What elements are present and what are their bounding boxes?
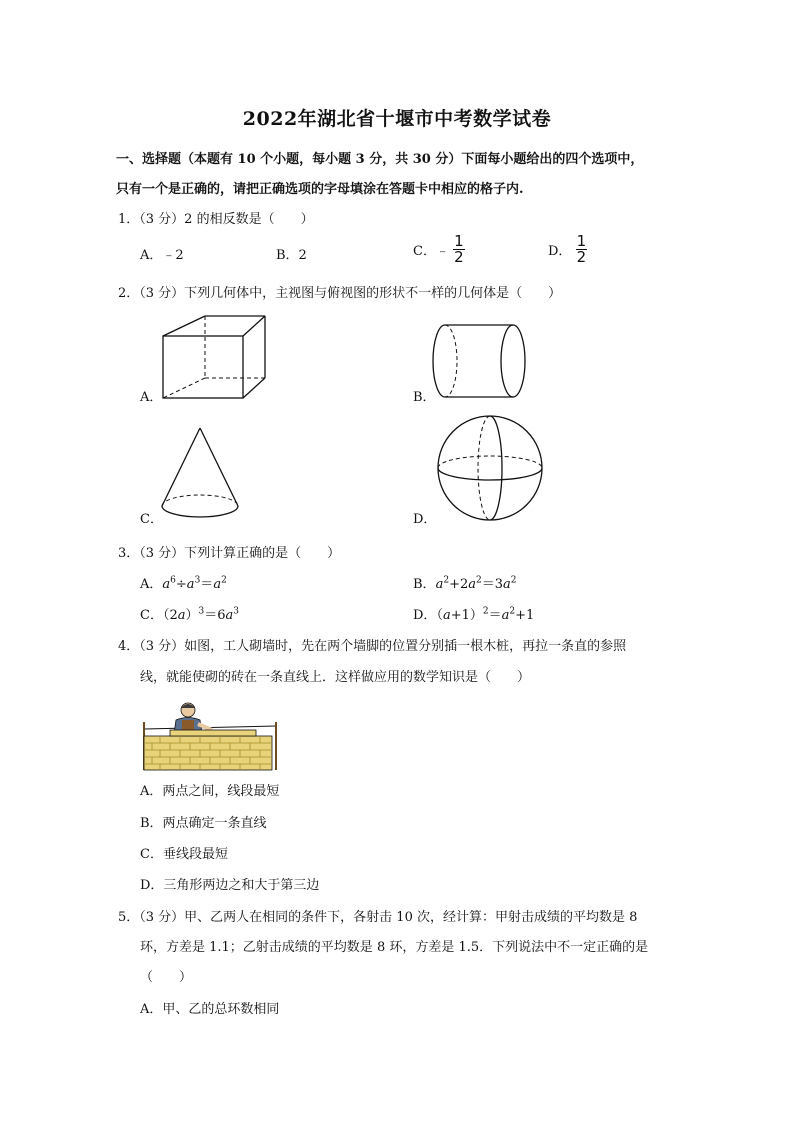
sphere-figure <box>434 412 546 524</box>
cylinder-figure <box>432 322 528 400</box>
fraction-denominator: 2 <box>576 248 587 266</box>
q4-option-a: A．两点之间，线段最短 <box>140 784 280 799</box>
q2-stem: 2．（3 分）下列几何体中，主视图与俯视图的形状不一样的几何体是（ ） <box>118 286 562 301</box>
q3-option-c-label: C． <box>140 608 163 623</box>
q1-option-c <box>413 234 465 265</box>
q1-option-d-prefix: D． <box>548 244 572 259</box>
section-heading-line2: 只有一个是正确的，请把正确选项的字母填涂在答题卡中相应的格子内. <box>116 182 524 197</box>
q5-option-a: A．甲、乙的总环数相同 <box>140 1002 280 1017</box>
q2-option-b: B． <box>413 390 436 405</box>
q1-option-d <box>548 234 587 265</box>
q4-stem-line1: 4．（3 分）如图，工人砌墙时，先在两个墙脚的位置分别插一根木桩，再拉一条直的参照 <box>118 639 627 654</box>
cube-figure <box>160 314 270 400</box>
q4-option-b: B．两点确定一条直线 <box>140 816 267 831</box>
q2-option-c: C． <box>140 512 163 527</box>
q2-option-a: A． <box>140 390 163 405</box>
q4-option-c: C．垂线段最短 <box>140 847 228 862</box>
q3-stem: 3．（3 分）下列计算正确的是（ ） <box>118 546 341 561</box>
q1-option-c-fraction <box>453 234 465 265</box>
q1-option-d-fraction <box>576 234 588 265</box>
q3-option-d-label: D． <box>413 608 437 623</box>
q1-option-a: A．﹣2 <box>140 248 184 263</box>
page-title: 2022年湖北省十堰市中考数学试卷 <box>242 108 552 130</box>
q4-option-d: D．三角形两边之和大于第三边 <box>140 878 320 893</box>
q5-stem-line2: 环，方差是 1.1；乙射击成绩的平均数是 8 环，方差是 1.5．下列说法中不一定正确的是 <box>140 940 649 955</box>
fraction-denominator: 2 <box>454 248 464 266</box>
q2-option-d: D． <box>413 512 437 527</box>
fraction-numerator: 1 <box>576 232 587 250</box>
q5-stem-line1: 5．（3 分）甲、乙两人在相同的条件下，各射击 10 次，经计算：甲射击成绩的平均数是 8 <box>118 910 638 925</box>
q3-option-a-label: A． <box>140 577 163 592</box>
q1-option-c-prefix: C．﹣ <box>413 244 449 259</box>
bricklayer-figure <box>140 700 280 772</box>
section-heading-line1: 一、选择题（本题有 10 个小题，每小题 3 分，共 30 分）下面每小题给出的四个选项中， <box>116 152 644 167</box>
fraction-numerator: 1 <box>454 232 464 250</box>
q1-option-b: B．2 <box>276 248 307 263</box>
q3-option-c: C．$(2a)^3=6a^3$ <box>140 606 240 623</box>
q3-option-a: A．$a^6\div a^3=a^2$ <box>140 575 227 592</box>
q5-stem-line3: （ ） <box>140 970 193 985</box>
q3-option-b: B．$a^2+2a^2=3a^2$ <box>413 575 517 592</box>
q3-option-b-label: B． <box>413 577 436 592</box>
cone-figure <box>158 426 242 522</box>
q3-option-d: D．$(a+1)^2=a^2+1$ <box>413 606 535 623</box>
q4-stem-line2: 线，就能使砌的砖在一条直线上．这样做应用的数学知识是（ ） <box>140 670 531 685</box>
q1-stem: 1．（3 分）2 的相反数是（ ） <box>118 212 314 227</box>
